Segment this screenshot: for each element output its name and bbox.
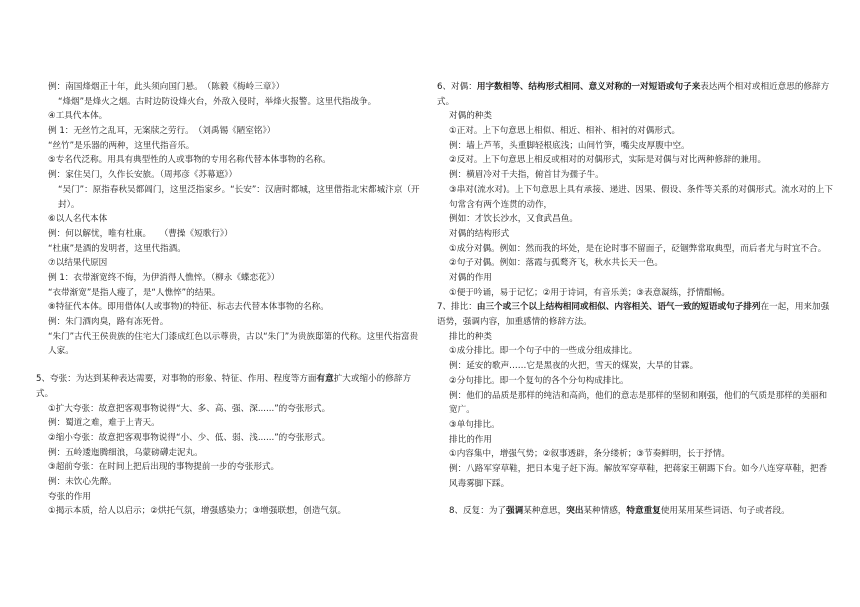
text-line: 例：蜀道之难，难于上青天。 — [48, 418, 160, 429]
text-line: ①扩大夸张：故意把客观事物说得“大、多、高、强、深......”的夸张形式。 — [48, 403, 331, 414]
text-segment: 某种情感， — [583, 506, 627, 517]
text-line: ③串对(流水对)。上下句意思上具有承接、递进、因果、假设、条件等关系的对偶形式。流水对的上下句常含有两个连贯的动作， — [449, 184, 833, 210]
text-line: ②分句排比。即一个复句的各个分句构成排比。 — [449, 375, 629, 386]
text-segment: 8、反复：为了 — [449, 506, 507, 517]
text-line: ③单句排比。 — [449, 419, 500, 430]
text-segment: 表达两个相对或相近意思的修辞方式。 — [437, 82, 830, 107]
text-line — [437, 504, 833, 519]
text-segment: 在一起，用来加强语势，强调内容，加重感情的修辞方法。 — [437, 302, 830, 328]
text-line: 排比的种类 — [449, 331, 492, 342]
text-line: ①揭示本质，给人以启示；②烘托气氛，增强感染力；③增强联想，创造气氛。 — [48, 506, 347, 517]
text-line: ①便于吟诵，易于记忆；②用于诗词，有音乐美；③表意凝练，抒情酣畅。 — [449, 287, 730, 298]
text-line: ⑧特征代本体。即用借体(人或事物)的特征、标志去代替本体事物的名称。 — [48, 302, 329, 313]
text-line: 对偶的种类 — [449, 111, 492, 122]
text-line: ②反对。上下句意思上相反或相对的对偶形式，实际是对偶与对比两种修辞的兼用。 — [449, 155, 767, 166]
text-line: 对偶的结构形式 — [449, 228, 510, 239]
paragraph-gap — [36, 359, 420, 372]
paragraph-gap — [437, 491, 833, 504]
text-line: “烽烟”是烽火之烟。古时边防设烽火台，外敌入侵时，举烽火报警。这里代指战争。 — [58, 96, 377, 107]
text-line: ⑤专名代泛称。用具有典型性的人或事物的专用名称代替本体事物的名称。 — [48, 155, 331, 166]
left-column — [36, 80, 420, 519]
text-line: ①正对。上下句意思上相似、相近、相补、相衬的对偶形式。 — [449, 126, 681, 137]
text-line: ①内容集中，增强气势；②叙事透辟，条分缕析；③节奏鲜明，长于抒情。 — [449, 449, 730, 460]
text-line: “吴门”：原指春秋吴都阊门，这里泛指家乡。“长安”：汉唐时都城，这里借指北宋都城汴京（开封）。 — [58, 184, 420, 210]
bold-text-segment: 强调 — [506, 506, 524, 517]
text-segment: 7、排比： — [437, 302, 477, 313]
text-line: ②缩小夸张：故意把客观事物说得“小、少、低、弱、浅......”的夸张形式。 — [48, 432, 331, 443]
text-line: 例：墙上芦苇，头重脚轻根底浅；山间竹笋，嘴尖皮厚腹中空。 — [449, 140, 690, 151]
bold-text-segment: 有意 — [316, 374, 334, 385]
text-line: “丝竹”是乐器的两种，这里代指音乐。 — [48, 140, 195, 151]
text-segment: 扩大或缩小的修辞方式。 — [36, 374, 412, 399]
text-line: 例：八路军穿草鞋，把日本鬼子赶下海。解放军穿草鞋，把蒋家王朝踢下台。如今八连穿草鞋，把香风毒雾脚下踩。 — [449, 464, 828, 489]
text-line: 例：横眉冷对千夫指，俯首甘为孺子牛。 — [449, 170, 604, 181]
text-line: ⑦以结果代原因 — [48, 258, 108, 269]
bold-text-segment: 用字数相等、结构形式相同、意义对称的一对短语或句子来 — [476, 82, 701, 92]
text-line: 例：朱门酒肉臭，路有冻死骨。 — [48, 317, 169, 328]
text-segment: 某种意思， — [523, 506, 567, 517]
text-line: “朱门”古代王侯贵族的住宅大门漆成红色以示尊贵，古以“朱门”为贵族邸第的代称。这里代指富贵人家。 — [48, 331, 419, 357]
text-line: 例 1：衣带渐宽终不悔，为伊消得人憔悴。（柳永《蝶恋花》） — [48, 272, 280, 283]
bold-text-segment: 特意重复 — [626, 506, 661, 517]
bold-text-segment: 突出 — [566, 506, 584, 517]
text-line — [36, 372, 420, 401]
text-line: ④工具代本体。 — [48, 111, 108, 122]
text-line: ⑥以人名代本体 — [48, 214, 108, 225]
text-line: 例：五岭逶迤腾细浪，乌蒙磅礴走泥丸。 — [48, 447, 203, 458]
text-line: “杜康”是酒的发明者，这里代指酒。 — [48, 243, 186, 254]
text-line: 例 1：无丝竹之乱耳，无案牍之劳行。 （刘禹锡《陋室铭》） — [48, 126, 276, 137]
text-line: ①成分对偶。例如：然而我的坏处，是在论时事不留面子，砭锢弊常取典型，而后者尤与时宜不合。 — [449, 243, 827, 254]
text-line: 排比的作用 — [449, 434, 492, 445]
right-column — [437, 80, 833, 519]
text-line: 例：延安的歌声……它是黑夜的火把，雪天的煤炭，大旱的甘霖。 — [449, 361, 699, 372]
text-line: 例：未饮心先醉。 — [48, 476, 117, 487]
text-line: ②句子对偶。例如：落霞与孤鹜齐飞，秋水共长天一色。 — [449, 258, 663, 269]
text-line: 例如：才饮长沙水，又食武昌鱼。 — [449, 214, 578, 225]
bold-text-segment: 由三个或三个以上结构相同或相似、内容相关、语气一致的短语或句子排列 — [476, 302, 761, 313]
text-line: 例：家住吴门，久作长安旅。（周邦彦《苏幕遮》） — [48, 170, 238, 181]
text-line: 例：何以解忧，唯有杜康。 （曹操《短歌行》） — [48, 228, 233, 239]
text-line: 夸张的作用 — [48, 491, 91, 502]
text-line: 例：南国烽烟正十年，此头须向国门悬。 （陈毅《梅岭三章》） — [48, 82, 285, 92]
text-line — [437, 80, 833, 109]
text-segment: 使用某用某些词语、句子或者段。 — [660, 506, 790, 517]
text-segment: 5、夸张：为达到某种表达需要，对事物的形象、特征、作用、程度等方面 — [36, 374, 317, 385]
text-line: ①成分排比。即一个句子中的一些成分组成排比。 — [449, 346, 638, 357]
text-line: “衣带渐宽”是指人瘦了，是“人憔悴”的结果。 — [48, 287, 221, 298]
text-segment: 6、对偶： — [437, 82, 477, 92]
text-line: 例：他们的品质是那样的纯洁和高尚，他们的意志是那样的坚韧和刚强，他们的气质是那样的美丽和宽广。 — [449, 390, 828, 416]
text-line — [437, 300, 833, 329]
text-line: 对偶的作用 — [449, 273, 492, 284]
text-line: ③超前夸张：在时间上把后出现的事物提前一步的夸张形式。 — [48, 462, 280, 473]
